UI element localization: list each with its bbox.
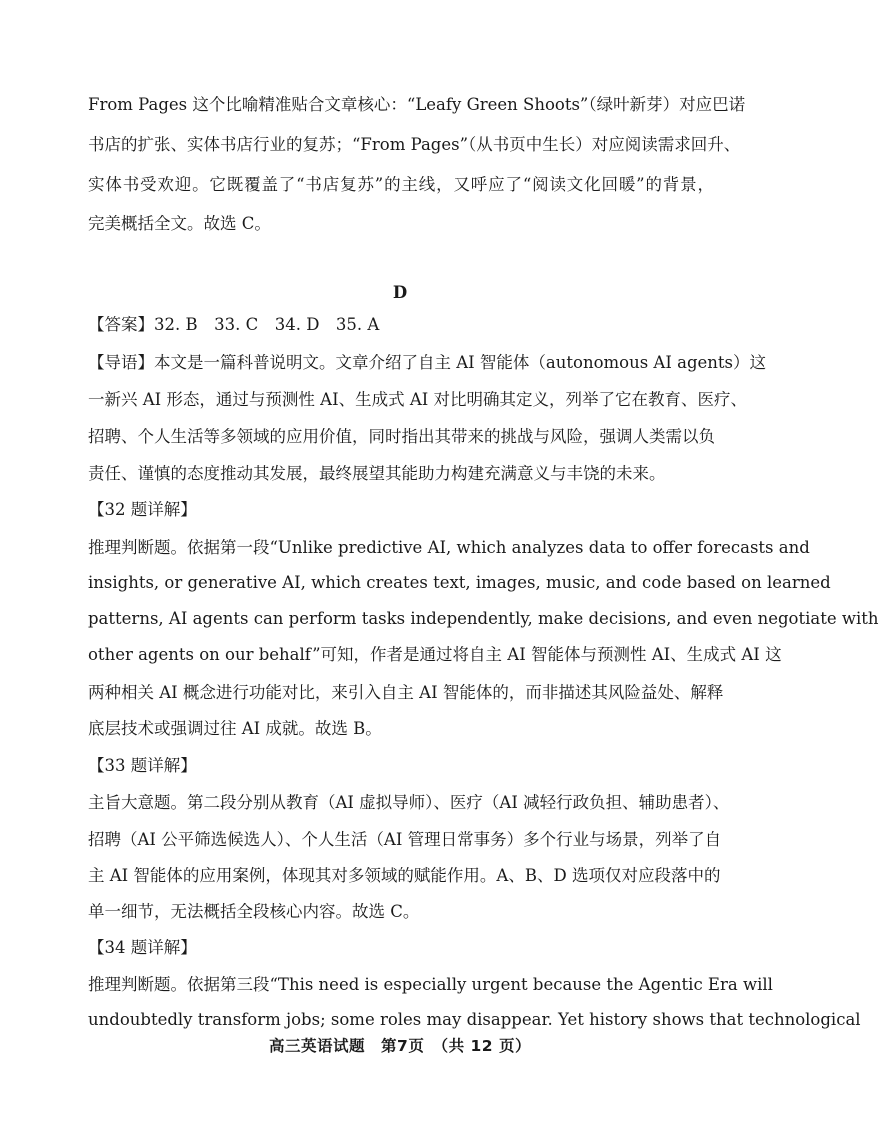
q32-heading: 【32 题详解】 [88,500,197,519]
intro-line-2: 书店的扩张、实体书店行业的复苏；“From Pages”（从书页中生长）对应阅读需求回升、 [88,135,741,154]
guide-line-1: 【导语】本文是一篇科普说明文。文章介绍了自主 AI 智能体（autonomous AI agents）这 [88,353,766,372]
q34-heading: 【34 题详解】 [88,938,197,957]
q33-line-1: 主旨大意题。第二段分别从教育（AI 虚拟导师）、医疗（AI 减轻行政负担、辅助患者）、 [88,793,730,812]
intro-line-1: From Pages 这个比喻精准贴合文章核心：“Leafy Green Shoots”（绿叶新芽）对应巴诺 [88,95,746,114]
q33-line-4: 单一细节，无法概括全段核心内容。故选 C。 [88,902,420,921]
q32-line-3: patterns, AI agents can perform tasks independently, make decisions, and even negotiate with [88,609,879,628]
page-footer: 高三英语试题 第7页 （共 12 页） [269,1037,531,1055]
q32-line-2: insights, or generative AI, which creates text, images, music, and code based on learned [88,573,831,592]
q32-line-1: 推理判断题。依据第一段“Unlike predictive AI, which analyzes data to offer forecasts and [88,538,810,557]
section-heading: D [392,283,408,302]
guide-line-2: 一新兴 AI 形态，通过与预测性 AI、生成式 AI 对比明确其定义，列举了它在教育、医疗、 [88,390,748,409]
answers-line: 【答案】32. B 33. C 34. D 35. A [88,315,380,334]
q32-line-5: 两种相关 AI 概念进行功能对比，来引入自主 AI 智能体的，而非描述其风险益处、解释 [88,683,724,702]
q32-line-6: 底层技术或强调过往 AI 成就。故选 B。 [88,719,382,738]
q33-heading: 【33 题详解】 [88,756,197,775]
intro-line-3: 实体书受欢迎。它既覆盖了“书店复苏”的主线，又呼应了“阅读文化回暖”的背景， [88,175,714,194]
guide-line-4: 责任、谨慎的态度推动其发展，最终展望其能助力构建充满意义与丰饶的未来。 [88,464,666,483]
q33-line-3: 主 AI 智能体的应用案例，体现其对多领域的赋能作用。A、B、D 选项仅对应段落中的 [88,866,721,885]
q33-line-2: 招聘（AI 公平筛选候选人）、个人生活（AI 管理日常事务）多个行业与场景，列举了自 [88,830,722,849]
guide-line-3: 招聘、个人生活等多领域的应用价值，同时指出其带来的挑战与风险，强调人类需以负 [88,427,715,446]
q34-line-2: undoubtedly transform jobs; some roles may disappear. Yet history shows that technological [88,1010,861,1029]
q32-line-4: other agents on our behalf”可知，作者是通过将自主 AI 智能体与预测性 AI、生成式 AI 这 [88,645,782,664]
q34-line-1: 推理判断题。依据第三段“This need is especially urgent because the Agentic Era will [88,975,773,994]
intro-line-4: 完美概括全文。故选 C。 [88,214,271,233]
